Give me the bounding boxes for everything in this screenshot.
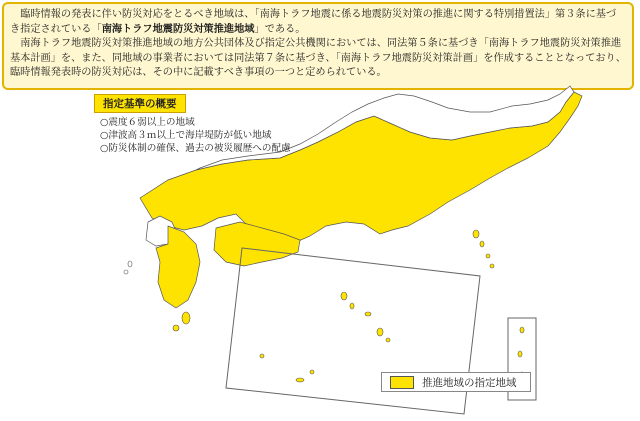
- map-legend: [381, 372, 531, 392]
- criteria-item: ○津波高３ｍ以上で海岸堤防が低い地域: [100, 130, 272, 141]
- designated-area-name: 南海トラフ地震防災対策推進地域: [101, 23, 255, 35]
- criteria-item: ○防災体制の確保、過去の被災履歴への配慮: [100, 143, 291, 154]
- kyushu-map-shape: [146, 216, 200, 308]
- criteria-box: [94, 92, 334, 154]
- criteria-item: ○震度６弱以上の地域: [100, 117, 195, 128]
- legend-swatch: [390, 376, 414, 389]
- intro-paragraph-1: 臨時情報の発表に伴い防災対応をとるべき地域は、「南海トラフ地震に係る地震防災対策の推進に関する特別措置法」第３条に基づき指定されている「南海トラフ地震防災対策推進地域」である。: [10, 9, 617, 35]
- intro-paragraph-2: 南海トラフ地震防災対策推進地域の地方公共団体及び指定公共機関においては、同法第５条に基づき「南海トラフ地震防災対策推進基本計画」を、また、同地域の事業者においては同法第７条に基づき、「南海トラフ地震防災対策計画」を作成することとなっており、臨時情報発表時の防災対応は、その中に記載すべき事項の一つと定められている。: [10, 38, 626, 79]
- criteria-list: [100, 116, 334, 155]
- criteria-title: 指定基準の概要: [94, 94, 186, 113]
- legend-label: 推進地域の指定地域: [422, 376, 517, 389]
